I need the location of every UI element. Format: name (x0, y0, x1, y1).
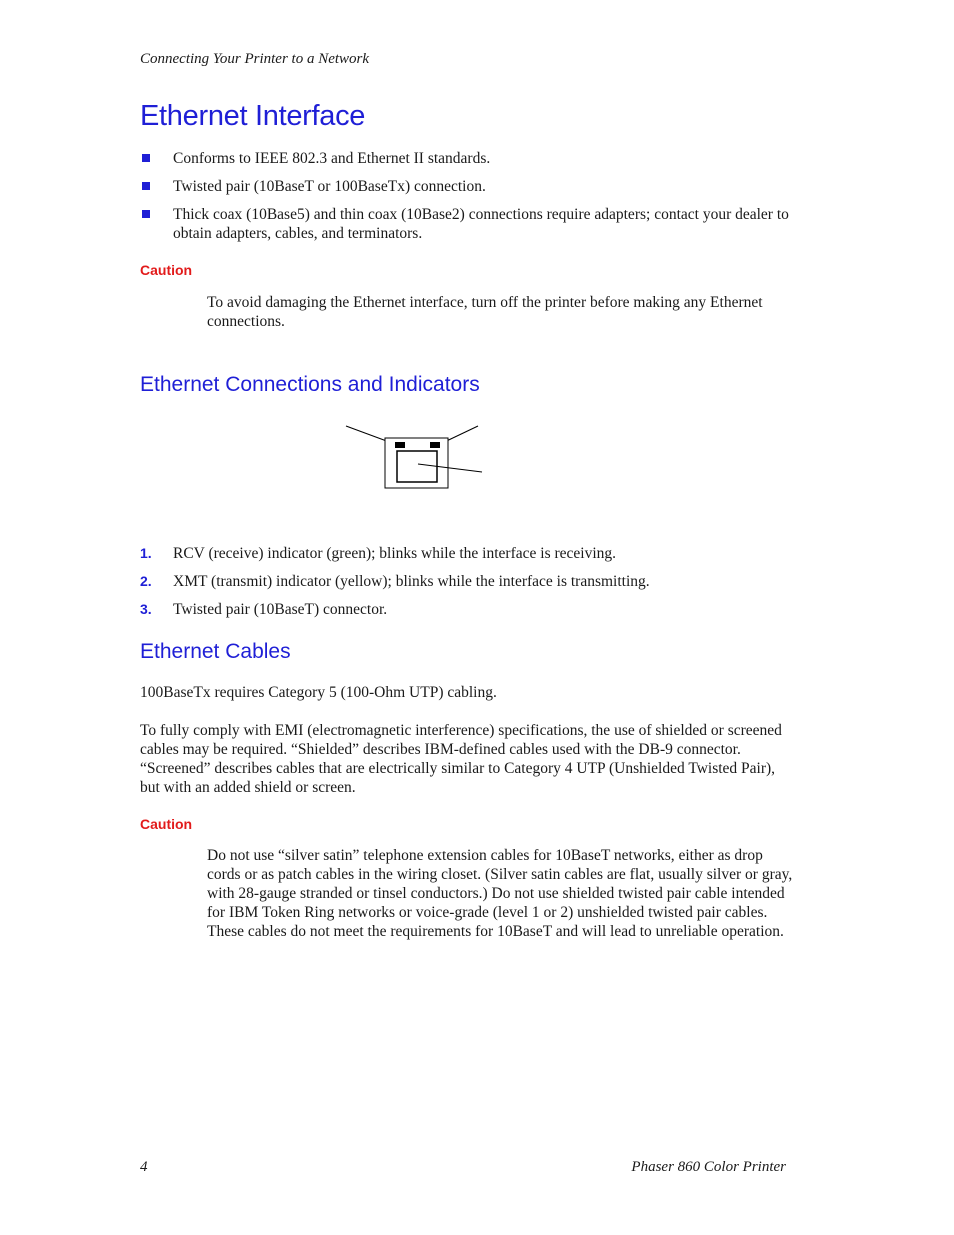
list-item: Thick coax (10Base5) and thin coax (10Base2) connections require adapters; contact your dealer to obtain adapters, cables, and terminators. (140, 205, 790, 243)
feature-list (140, 149, 790, 252)
xmt-indicator (430, 442, 440, 448)
running-header: Connecting Your Printer to a Network (140, 51, 370, 67)
list-item: 3. Twisted pair (10BaseT) connector. (140, 601, 388, 618)
list-item: Conforms to IEEE 802.3 and Ethernet II standards. (140, 149, 790, 168)
square-bullet-icon (142, 154, 150, 162)
square-bullet-icon (142, 182, 150, 190)
product-name: Phaser 860 Color Printer (631, 1159, 786, 1175)
caution-text: To avoid damaging the Ethernet interface, turn off the printer before making any Ethernet connections. (207, 294, 763, 330)
page-number: 4 (140, 1159, 148, 1175)
caution-text: Do not use “silver satin” telephone extension cables for 10BaseT networks, either as drop cords or as patch cables in the wiring closet. (Silver satin cables are flat, usually silver or gray, with 28-gauge stranded or tinsel conductors.) Do not use shielded twisted pair cable intended for IBM Token Ring networks or voice-grade (level 1 or 2) unshielded twisted pair cables. These cables do not meet the requirements for 10BaseT and will lead to unreliable operation. (207, 847, 793, 940)
list-item: Twisted pair (10BaseT or 100BaseTx) connection. (140, 177, 790, 196)
ethernet-port-diagram (340, 420, 490, 492)
page-title: Ethernet Interface (140, 100, 366, 132)
caution-label: Caution (140, 816, 193, 832)
rcv-indicator (395, 442, 405, 448)
list-item: 2. XMT (transmit) indicator (yellow); blinks while the interface is transmitting. (140, 573, 650, 590)
caution-label: Caution (140, 262, 193, 278)
square-bullet-icon (142, 210, 150, 218)
list-item: 1. RCV (receive) indicator (green); blinks while the interface is receiving. (140, 545, 617, 562)
cabling-requirement: 100BaseTx requires Category 5 (100-Ohm UTP) cabling. (140, 684, 497, 701)
section-heading-cables: Ethernet Cables (140, 640, 291, 663)
section-heading-connections: Ethernet Connections and Indicators (140, 373, 480, 396)
emi-paragraph: To fully comply with EMI (electromagnetic interference) specifications, the use of shielded or screened cables may be required. “Shielded” describes IBM-defined cables used with the DB-9 connector. “Screened” describes cables that are electrically similar to Category 4 UTP (Unshielded Twisted Pair), but with an added shield or screen. (140, 722, 782, 796)
indicator-list (140, 544, 790, 628)
